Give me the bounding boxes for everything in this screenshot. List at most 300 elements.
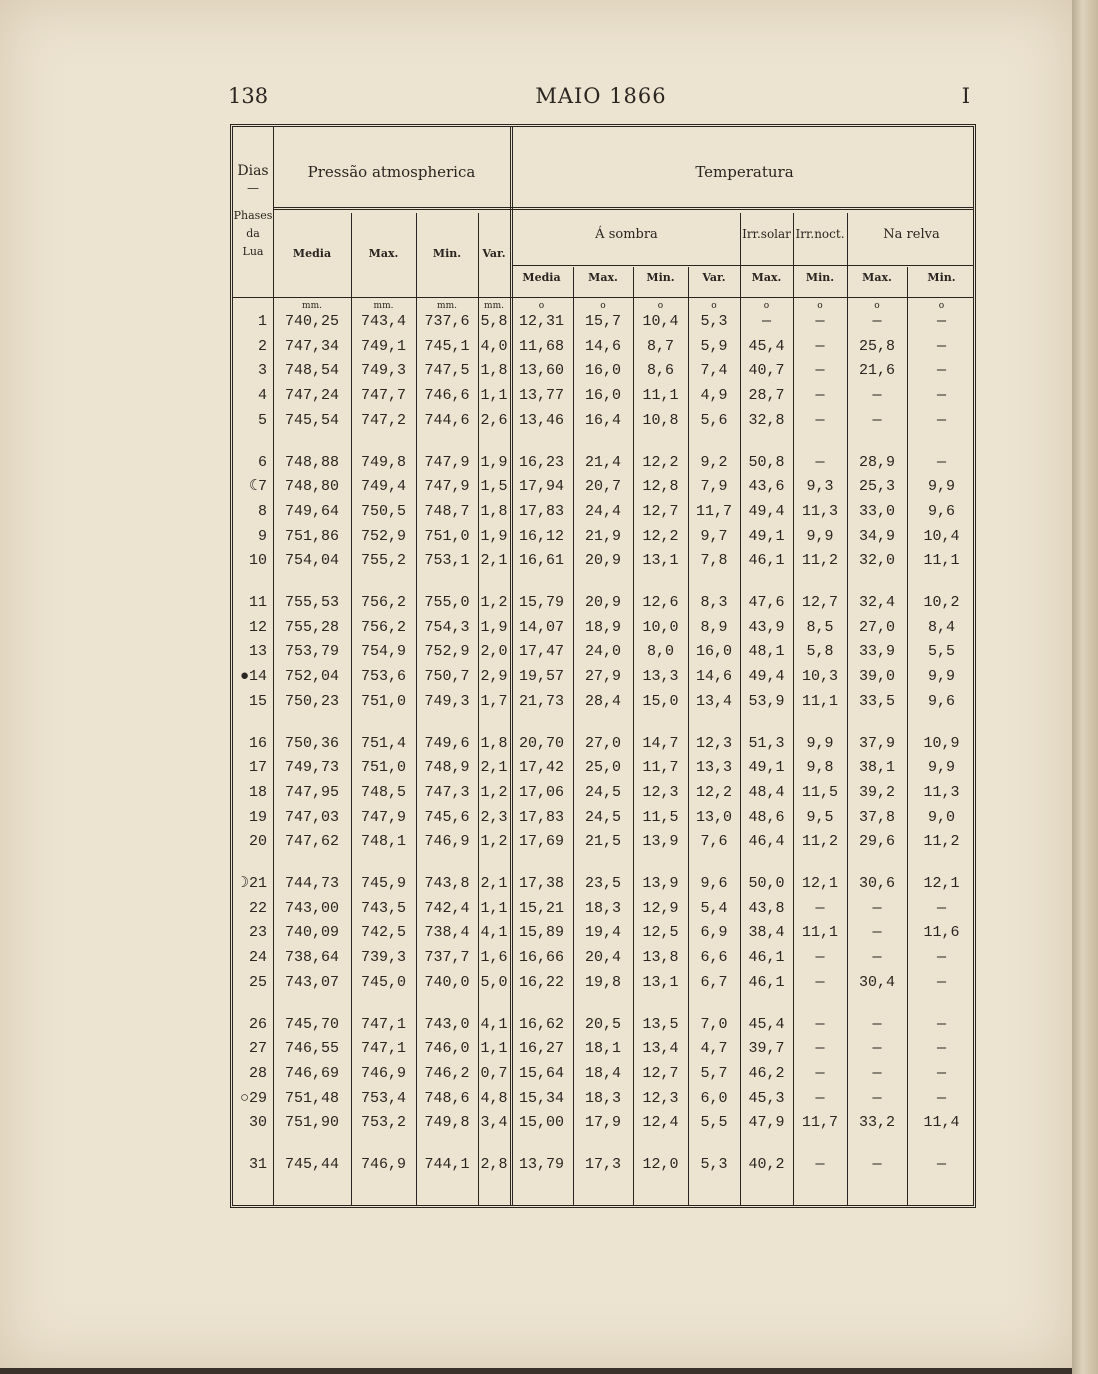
table-cell: 13,9 (642, 833, 679, 851)
table-cell: 17,38 (518, 875, 564, 892)
temp-min-subheader: Min. (646, 271, 675, 284)
table-cell: 749,8 (360, 453, 406, 471)
table-cell: 3,4 (480, 1114, 508, 1132)
table-cell: 5,3 (700, 1156, 728, 1173)
table-cell: 12,3 (642, 1089, 679, 1107)
table-cell: 39,0 (858, 668, 895, 686)
table-cell: 1,9 (480, 453, 508, 471)
table-cell: — (815, 1156, 825, 1173)
table-cell: 17,06 (518, 783, 564, 801)
table-cell: 9,8 (806, 759, 834, 777)
table-cell: 749,3 (360, 362, 406, 380)
table-cell: 1,8 (480, 734, 508, 752)
table-cell: — (815, 899, 825, 917)
table-cell: 751,86 (284, 527, 339, 545)
table-cell: 8,7 (646, 337, 674, 355)
day-cell: 12 (248, 618, 267, 636)
table-cell: 745,9 (360, 875, 406, 892)
table-cell: 46,2 (748, 1064, 785, 1082)
table-cell: 746,9 (360, 1156, 406, 1173)
table-cell: 9,5 (806, 808, 834, 826)
table-cell: 49,1 (748, 759, 785, 777)
day-cell: 27 (248, 1040, 267, 1058)
table-cell: 752,9 (360, 527, 406, 545)
table-cell: 9,6 (700, 875, 728, 892)
table-cell: 15,89 (518, 924, 564, 942)
table-cell: 747,5 (424, 362, 470, 380)
table-cell: 28,7 (748, 387, 785, 405)
table-cell: 11,6 (923, 924, 960, 942)
table-cell: 747,9 (424, 453, 470, 471)
table-cell: — (936, 313, 946, 330)
unit-degree: o (711, 301, 717, 311)
table-cell: 13,77 (518, 387, 564, 405)
table-cell: 748,80 (284, 478, 339, 496)
table-cell: 2,1 (480, 875, 508, 892)
table-cell: 7,8 (700, 552, 728, 570)
day-cell: 11 (248, 594, 267, 611)
table-cell: 18,3 (584, 1089, 621, 1107)
table-cell: 25,8 (858, 337, 895, 355)
table-cell: 9,6 (927, 502, 955, 520)
table-cell: 749,64 (284, 502, 339, 520)
table-cell: 5,6 (700, 411, 728, 429)
table-cell: 28,9 (858, 453, 895, 471)
pressure-var-header: Var. (482, 247, 506, 260)
table-cell: 11,5 (801, 783, 838, 801)
table-cell: 5,0 (480, 973, 508, 991)
table-cell: — (936, 1064, 946, 1082)
table-cell: 48,1 (748, 643, 785, 661)
day-cell: ☾7 (248, 478, 267, 496)
table-cell: 12,7 (642, 502, 679, 520)
table-cell: 7,9 (700, 478, 728, 496)
table-cell: 43,8 (748, 899, 785, 917)
table-cell: 746,9 (360, 1064, 406, 1082)
table-cell: 15,00 (518, 1114, 564, 1132)
table-cell: 19,4 (584, 924, 621, 942)
table-cell: 8,6 (646, 362, 674, 380)
table-cell: 13,4 (642, 1040, 679, 1058)
table-cell: 11,3 (801, 502, 838, 520)
unit-degree: o (600, 301, 606, 311)
table-cell: 743,8 (424, 875, 470, 892)
table-cell: 0,7 (480, 1064, 508, 1082)
table-cell: 28,4 (584, 692, 621, 710)
table-cell: 5,8 (806, 643, 834, 661)
table-cell: 21,6 (858, 362, 895, 380)
pressure-max-header: Max. (368, 247, 399, 260)
table-cell: — (872, 387, 882, 405)
table-cell: 13,8 (642, 949, 679, 967)
table-cell: 751,4 (360, 734, 406, 752)
table-cell: 19,8 (584, 973, 621, 991)
table-cell: 39,7 (748, 1040, 785, 1058)
day-cell: 13 (248, 643, 267, 661)
table-cell: 749,8 (424, 1114, 470, 1132)
table-cell: 33,0 (858, 502, 895, 520)
table-cell: — (936, 1015, 946, 1033)
table-cell: 16,66 (518, 949, 564, 967)
day-cell: 30 (248, 1114, 267, 1132)
table-cell: 11,68 (518, 337, 564, 355)
table-cell: 12,3 (642, 783, 679, 801)
table-cell: 751,48 (284, 1089, 339, 1107)
table-cell: 34,9 (858, 527, 895, 545)
subheader-line (513, 265, 973, 266)
page-number: 138 (228, 84, 269, 108)
section-mark: I (961, 84, 970, 108)
table-cell: 50,8 (748, 453, 785, 471)
table-cell: 17,69 (518, 833, 564, 851)
table-cell: 17,3 (584, 1156, 621, 1173)
table-cell: — (815, 453, 825, 471)
table-cell: 1,7 (480, 692, 508, 710)
table-cell: — (872, 899, 882, 917)
table-cell: 749,1 (360, 337, 406, 355)
table-cell: 9,3 (806, 478, 834, 496)
table-cell: — (815, 1064, 825, 1082)
table-cell: 17,94 (518, 478, 564, 496)
table-cell: 750,36 (284, 734, 339, 752)
temp-max-subheader: Max. (588, 271, 618, 284)
unit-degree: o (874, 301, 880, 311)
table-cell: 17,42 (518, 759, 564, 777)
table-cell: 755,2 (360, 552, 406, 570)
table-cell: 17,83 (518, 502, 564, 520)
table-cell: 46,4 (748, 833, 785, 851)
table-cell: — (936, 1089, 946, 1107)
table-cell: 743,0 (424, 1015, 470, 1033)
table-cell: 747,95 (284, 783, 339, 801)
day-cell: 1 (257, 313, 267, 330)
table-cell: — (936, 411, 946, 429)
table-cell: 2,0 (480, 643, 508, 661)
table-cell: 740,0 (424, 973, 470, 991)
unit-mm: mm. (484, 301, 504, 311)
table-cell: 7,0 (700, 1015, 728, 1033)
table-cell: 46,1 (748, 973, 785, 991)
table-cell: 753,2 (360, 1114, 406, 1132)
table-cell: 15,79 (518, 594, 564, 611)
unit-mm: mm. (302, 301, 322, 311)
table-cell: 753,79 (284, 643, 339, 661)
table-cell: 45,4 (748, 1015, 785, 1033)
day-cell: 20 (248, 833, 267, 851)
table-cell: 32,8 (748, 411, 785, 429)
day-cell: 5 (257, 411, 267, 429)
table-cell: 24,4 (584, 502, 621, 520)
table-cell: 17,47 (518, 643, 564, 661)
table-cell: 18,1 (584, 1040, 621, 1058)
table-cell: 11,4 (923, 1114, 960, 1132)
table-cell: 33,5 (858, 692, 895, 710)
day-cell: 26 (248, 1015, 267, 1033)
table-cell: 737,6 (424, 313, 470, 330)
table-cell: 15,0 (642, 692, 679, 710)
table-cell: 13,3 (695, 759, 732, 777)
unit-degree: o (657, 301, 664, 311)
table-cell: 43,6 (748, 478, 785, 496)
table-cell: 749,4 (360, 478, 406, 496)
table-cell: 27,0 (858, 618, 895, 636)
table-cell: — (815, 337, 825, 355)
table-cell: 20,9 (584, 552, 621, 570)
table-cell: 2,3 (480, 808, 508, 826)
table-cell: 12,7 (801, 594, 838, 611)
unit-degree: o (817, 301, 823, 311)
temp-media-subheader: Media (522, 271, 561, 284)
table-cell: 6,9 (700, 924, 728, 942)
table-cell: 15,7 (584, 313, 621, 330)
table-cell: 751,0 (360, 759, 406, 777)
day-cell: 15 (248, 692, 267, 710)
table-cell: 747,24 (284, 387, 339, 405)
day-cell: ○29 (239, 1089, 267, 1107)
table-cell: 11,7 (642, 759, 679, 777)
table-cell: 751,0 (424, 527, 470, 545)
table-cell: 742,5 (360, 924, 406, 942)
table-cell: 33,9 (858, 643, 895, 661)
table-cell: 13,3 (642, 668, 679, 686)
table-cell: 8,3 (700, 594, 728, 611)
table-cell: 752,04 (284, 668, 339, 686)
table-cell: 16,0 (695, 643, 732, 661)
table-cell: 16,23 (518, 453, 564, 471)
table-cell: — (936, 387, 946, 405)
table-cell: 12,2 (642, 527, 679, 545)
table-cell: 11,3 (923, 783, 960, 801)
table-cell: 16,61 (518, 552, 564, 570)
irr-solar-header: Irr.solar (742, 227, 791, 241)
table-cell: 16,0 (584, 362, 621, 380)
table-cell: 748,9 (424, 759, 470, 777)
table-cell: 747,1 (360, 1015, 406, 1033)
table-cell: — (936, 1156, 946, 1173)
table-cell: — (815, 362, 825, 380)
table-cell: 37,8 (858, 808, 895, 826)
temp-min-subheader: Min. (805, 271, 835, 284)
table-cell: 20,70 (518, 734, 564, 752)
day-cell: 6 (257, 453, 267, 471)
table-cell: 745,0 (360, 973, 406, 991)
table-cell: 51,3 (748, 734, 785, 752)
day-cell: 3 (257, 362, 267, 380)
table-cell: 746,6 (424, 387, 470, 405)
day-cell: 2 (257, 337, 267, 355)
table-cell: 747,03 (284, 808, 339, 826)
table-cell: 750,23 (284, 692, 339, 710)
table-cell: 751,90 (284, 1114, 339, 1132)
table-cell: 8,0 (646, 643, 674, 661)
table-cell: 749,73 (284, 759, 339, 777)
table-cell: 10,4 (923, 527, 960, 545)
table-cell: — (936, 899, 946, 917)
table-cell: 744,1 (424, 1156, 470, 1173)
table-cell: 745,44 (284, 1156, 339, 1173)
table-cell: 10,0 (642, 618, 679, 636)
table-cell: 16,62 (518, 1015, 564, 1033)
table-cell: 47,9 (748, 1114, 785, 1132)
table-cell: 9,6 (927, 692, 955, 710)
day-cell: ☽21 (239, 875, 267, 892)
table-cell: 11,2 (801, 552, 838, 570)
table-cell: — (815, 1040, 825, 1058)
temperature-header: Temperatura (695, 163, 794, 181)
table-cell: 8,9 (700, 618, 728, 636)
table-cell: — (936, 337, 946, 355)
table-cell: 2,6 (480, 411, 508, 429)
table-cell: 33,2 (858, 1114, 895, 1132)
table-cell: 11,7 (801, 1114, 838, 1132)
table-cell: 18,4 (584, 1064, 621, 1082)
table-cell: 753,4 (360, 1089, 406, 1107)
temp-max-subheader: Max. (751, 271, 782, 284)
table-cell: 20,4 (584, 949, 621, 967)
table-cell: 740,25 (284, 313, 339, 330)
table-cell: 12,6 (642, 594, 679, 611)
unit-degree: o (538, 301, 545, 311)
table-cell: 744,73 (284, 875, 339, 892)
table-cell: 1,1 (480, 1040, 508, 1058)
table-cell: 747,7 (360, 387, 406, 405)
table-cell: 12,8 (642, 478, 679, 496)
table-cell: 10,4 (642, 313, 679, 330)
day-cell: 10 (248, 552, 267, 570)
table-cell: 9,7 (700, 527, 728, 545)
table-cell: 12,5 (642, 924, 679, 942)
table-cell: 11,1 (923, 552, 960, 570)
table-cell: 39,2 (858, 783, 895, 801)
table-cell: 755,53 (284, 594, 339, 611)
table-cell: 5,4 (700, 899, 728, 917)
table-cell: 742,4 (424, 899, 470, 917)
table-cell: 12,7 (642, 1064, 679, 1082)
table-cell: 27,9 (584, 668, 621, 686)
table-cell: 9,2 (700, 453, 728, 471)
table-cell: 2,1 (480, 552, 508, 570)
table-cell: 25,0 (584, 759, 621, 777)
table-cell: 23,5 (584, 875, 621, 892)
table-cell: 30,6 (858, 875, 895, 892)
day-cell: 4 (257, 387, 267, 405)
table-cell: 45,4 (748, 337, 785, 355)
table-cell: 16,22 (518, 973, 564, 991)
day-cell: 23 (248, 924, 267, 942)
table-cell: 11,1 (801, 692, 838, 710)
table-cell: 16,27 (518, 1040, 564, 1058)
table-cell: 27,0 (584, 734, 621, 752)
table-cell: — (815, 1089, 825, 1107)
table-cell: — (761, 313, 771, 330)
table-cell: 748,7 (424, 502, 470, 520)
day-cell: 22 (248, 899, 267, 917)
pressure-min-header: Min. (432, 247, 462, 260)
table-cell: — (872, 924, 882, 942)
table-cell: 747,34 (284, 337, 339, 355)
table-cell: 748,88 (284, 453, 339, 471)
table-cell: 746,69 (284, 1064, 339, 1082)
table-cell: 754,9 (360, 643, 406, 661)
table-cell: 4,8 (480, 1089, 508, 1107)
table-cell: 746,55 (284, 1040, 339, 1058)
table-cell: 749,6 (424, 734, 470, 752)
table-cell: — (872, 313, 882, 330)
table-cell: 747,62 (284, 833, 339, 851)
table-cell: 5,5 (927, 643, 955, 661)
table-cell: 49,4 (748, 668, 785, 686)
table-cell: 5,3 (700, 313, 728, 330)
temp-var-subheader: Var. (702, 271, 726, 284)
table-cell: 5,9 (700, 337, 728, 355)
header-divider (273, 207, 973, 210)
dias-dash: — (247, 181, 259, 195)
table-cell: 18,3 (584, 899, 621, 917)
table-cell: 20,9 (584, 594, 621, 611)
table-cell: — (815, 387, 825, 405)
table-cell: 743,07 (284, 973, 339, 991)
table-cell: 38,4 (748, 924, 785, 942)
table-cell: 32,4 (858, 594, 895, 611)
da-header: da (246, 227, 260, 240)
table-cell: — (815, 949, 825, 967)
table-cell: 753,1 (424, 552, 470, 570)
table-cell: 1,6 (480, 949, 508, 967)
table-cell: 10,3 (801, 668, 838, 686)
table-cell: 12,1 (923, 875, 960, 892)
relva-header: Na relva (883, 227, 940, 242)
table-cell: 8,4 (927, 618, 955, 636)
table-cell: — (872, 949, 882, 967)
table-cell: — (936, 973, 946, 991)
table-cell: — (872, 411, 882, 429)
pressure-media-header: Media (292, 247, 332, 260)
table-cell: 10,2 (923, 594, 960, 611)
table-cell: 747,1 (360, 1040, 406, 1058)
table-cell: — (872, 1064, 882, 1082)
table-cell: 1,8 (480, 362, 508, 380)
table-cell: 755,28 (284, 618, 339, 636)
table-cell: 32,0 (858, 552, 895, 570)
table-cell: 756,2 (360, 594, 406, 611)
table-cell: 745,1 (424, 337, 470, 355)
table-cell: 13,79 (518, 1156, 564, 1173)
table-cell: 9,9 (927, 668, 955, 686)
table-cell: 745,6 (424, 808, 470, 826)
table-cell: 45,3 (748, 1089, 785, 1107)
table-cell: 753,6 (360, 668, 406, 686)
table-cell: 5,8 (480, 313, 508, 330)
table-cell: — (815, 411, 825, 429)
table-cell: 5,7 (700, 1064, 728, 1082)
table-cell: 746,0 (424, 1040, 470, 1058)
table-cell: 13,4 (695, 692, 732, 710)
table-cell: 11,2 (801, 833, 838, 851)
table-cell: 29,6 (858, 833, 895, 851)
meteorological-table (230, 124, 976, 1208)
table-cell: — (936, 453, 946, 471)
table-cell: 754,3 (424, 618, 470, 636)
table-cell: 21,5 (584, 833, 621, 851)
table-cell: 1,1 (480, 899, 508, 917)
table-cell: 739,3 (360, 949, 406, 967)
table-cell: — (872, 1015, 882, 1033)
table-cell: 13,0 (695, 808, 732, 826)
table-cell: 747,9 (424, 478, 470, 496)
table-cell: 9,9 (927, 759, 955, 777)
table-cell: 7,6 (700, 833, 728, 851)
table-cell: 16,12 (518, 527, 564, 545)
